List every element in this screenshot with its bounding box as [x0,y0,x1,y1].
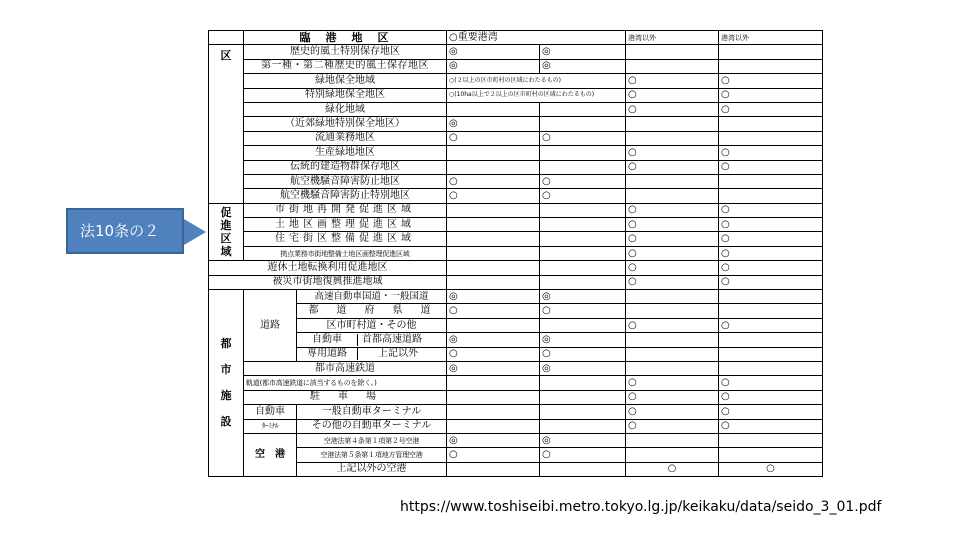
mark-cell: ○ [719,218,823,232]
row-label: 拠点業務市街地整備土地区画整理促進区域 [244,246,447,260]
mark-cell: ○ [626,318,719,332]
designation-matrix [208,30,823,477]
row-label: 第一種・第二種歴史的風土保存地区 [244,59,447,73]
row-label: 上記以外の空港 [297,462,447,476]
mark-cell: ○ [719,462,823,476]
mark-cell: ○ [719,74,823,88]
mark-cell: ◎ [540,59,626,73]
mark-cell: ○ [719,390,823,404]
row-label: （近郊緑地特別保全地区） [244,117,447,131]
mark-cell: ○ [719,203,823,217]
mark-cell: ○ [540,448,626,462]
mark-cell: ○ [447,448,540,462]
mark-cell: ◎ [447,290,540,304]
row-label: 航空機騒音障害防止特別地区 [244,189,447,203]
mark-cell: ○ [447,189,540,203]
mark-cell: ○ [540,304,626,318]
mark-cell: ○ [626,74,719,88]
senyo-road-cell [297,333,447,347]
header-region: 臨 港 地 区 [244,31,447,45]
mark-cell: ○ [719,102,823,116]
mark-cell: ○ [626,102,719,116]
mark-cell: ◎ [540,45,626,59]
row-label: 流通業務地区 [244,131,447,145]
row-label: 航空機騒音障害防止地区 [244,174,447,188]
mark-cell: ◎ [540,290,626,304]
row-label: 歴史的風土特別保存地区 [244,45,447,59]
row-label: その他の自動車ターミナル [297,419,447,433]
mark-cell: ○ [719,318,823,332]
mark-cell: ◎ [447,433,540,447]
mark-cell: ◎ [540,433,626,447]
row-label: 住宅街区整備促進区域 [244,232,447,246]
mark-cell: ◎ [447,361,540,375]
mark-cell: ○ [719,405,823,419]
mark-cell: ○ [626,419,719,433]
row-label: 上記以外 [378,348,418,360]
mark-cell: ○ [626,462,719,476]
mark-cell: ○ [447,174,540,188]
sub-airport: 空 港 [244,433,297,476]
mark-cell: ○ [626,218,719,232]
mark-cell: ○ [719,261,823,275]
table-row [209,304,823,318]
mark-cell: ○ [626,88,719,102]
row-label: 区市町村道・その他 [297,318,447,332]
row-label: 伝統的建造物群保存地区 [244,160,447,174]
mark-cell: ○ [719,232,823,246]
mark-cell: ○ [719,275,823,289]
mark-cell: ○ [626,160,719,174]
header-row [209,31,823,45]
sub-terminal: ﾀｰﾐﾅﾙ [244,419,297,433]
table-row [209,160,823,174]
row-label: 駐 車 場 [244,390,447,404]
table-row [209,59,823,73]
table-row [209,203,823,217]
row-label: 都市高速鉄道 [244,361,447,375]
table-row [209,390,823,404]
table-row [209,45,823,59]
table-row [209,376,823,390]
header-outside-port-2: 港湾以外 [719,31,823,45]
mark-cell: ○ [540,347,626,361]
group-sokushin: 促進区域 [209,203,244,261]
mark-cell: ◎ [540,361,626,375]
mark-cell: ○ [626,261,719,275]
table-row [209,405,823,419]
mark-cell: ○ [719,88,823,102]
row-label: 遊休土地転換利用促進地区 [209,261,447,275]
group-ku: 区 [209,45,244,203]
mark-cell: ○ [447,304,540,318]
mark-cell: ○ [447,347,540,361]
table-row [209,88,823,102]
sub-jidosha: 自動車 [244,405,297,419]
senyo-road-cell [297,347,447,361]
table-row [209,261,823,275]
row-label: 空港法第５条第１項地方管理空港 [297,448,447,462]
mark-cell: ○ [626,405,719,419]
table-row [209,361,823,375]
callout-arrow-icon [184,219,206,245]
mark-cell: ○ [626,246,719,260]
row-label: 被災市街地復興推進地域 [209,275,447,289]
sub-road: 道路 [244,290,297,362]
mark-cell: ◎ [540,333,626,347]
designation-table [208,30,823,477]
row-label: 特別緑地保全地区 [244,88,447,102]
mark-cell: ○ [626,376,719,390]
callout-box: 法10条の２ [66,208,184,254]
row-label: 緑化地域 [244,102,447,116]
mark-cell: ◎ [447,333,540,347]
row-label: 空港法第４条第１項第２号空港 [297,433,447,447]
mark-cell: ○ [719,146,823,160]
group-cell-blank [209,31,244,45]
mark-cell: ○ [540,189,626,203]
table-row [209,419,823,433]
mark-cell: ◎ [447,117,540,131]
table-row [209,102,823,116]
header-important-port: ○重要港湾 [447,31,626,45]
row-label: 一般自動車ターミナル [297,405,447,419]
row-label: 土地区画整理促進区域 [244,218,447,232]
table-row [209,189,823,203]
mark-cell: ○ [626,232,719,246]
row-label: 生産緑地地区 [244,146,447,160]
mark-cell: ○ [719,160,823,174]
sub-senyo-line1: 自動車 [297,334,358,346]
mark-cell: ○ [626,203,719,217]
table-row [209,246,823,260]
mark-cell: ○ [626,275,719,289]
mark-cell: ○ [626,390,719,404]
sub-senyo-line2: 専用道路 [297,348,358,360]
row-label: 首都高速道路 [362,333,422,345]
mark-cell: ○ [540,174,626,188]
mark-cell: ○ [626,146,719,160]
table-row [209,347,823,361]
table-row [209,275,823,289]
row-label: 都 道 府 県 道 [297,304,447,318]
row-label: 緑地保全地域 [244,74,447,88]
row-note: ○(10ha以上で２以上の区市町村の区域にわたるもの) [447,88,626,102]
table-row [209,290,823,304]
row-label: 市街地再開発促進区域 [244,203,447,217]
group-toshi-shisetsu: 都 市 施 設 [209,290,244,477]
table-row [209,333,823,347]
table-row [209,462,823,476]
row-label: 軌道(都市高速鉄道に該当するものを除く。) [244,376,447,390]
mark-cell: ○ [540,131,626,145]
table-row [209,448,823,462]
table-row [209,74,823,88]
header-outside-port-1: 港湾以外 [626,31,719,45]
mark-cell: ◎ [447,45,540,59]
table-row [209,146,823,160]
table-row [209,232,823,246]
source-url: https://www.toshiseibi.metro.tokyo.lg.jp/keikaku/data/seido_3_01.pdf [400,499,882,515]
row-label: 高速自動車国道・一般国道 [297,290,447,304]
table-row [209,318,823,332]
mark-cell: ◎ [447,59,540,73]
row-note: ○(２以上の区市町村の区域にわたるもの) [447,74,626,88]
table-row [209,218,823,232]
mark-cell: ○ [719,246,823,260]
table-row [209,117,823,131]
mark-cell: ○ [719,419,823,433]
table-row [209,174,823,188]
table-row [209,131,823,145]
mark-cell: ○ [447,131,540,145]
mark-cell: ○ [719,376,823,390]
table-row [209,433,823,447]
